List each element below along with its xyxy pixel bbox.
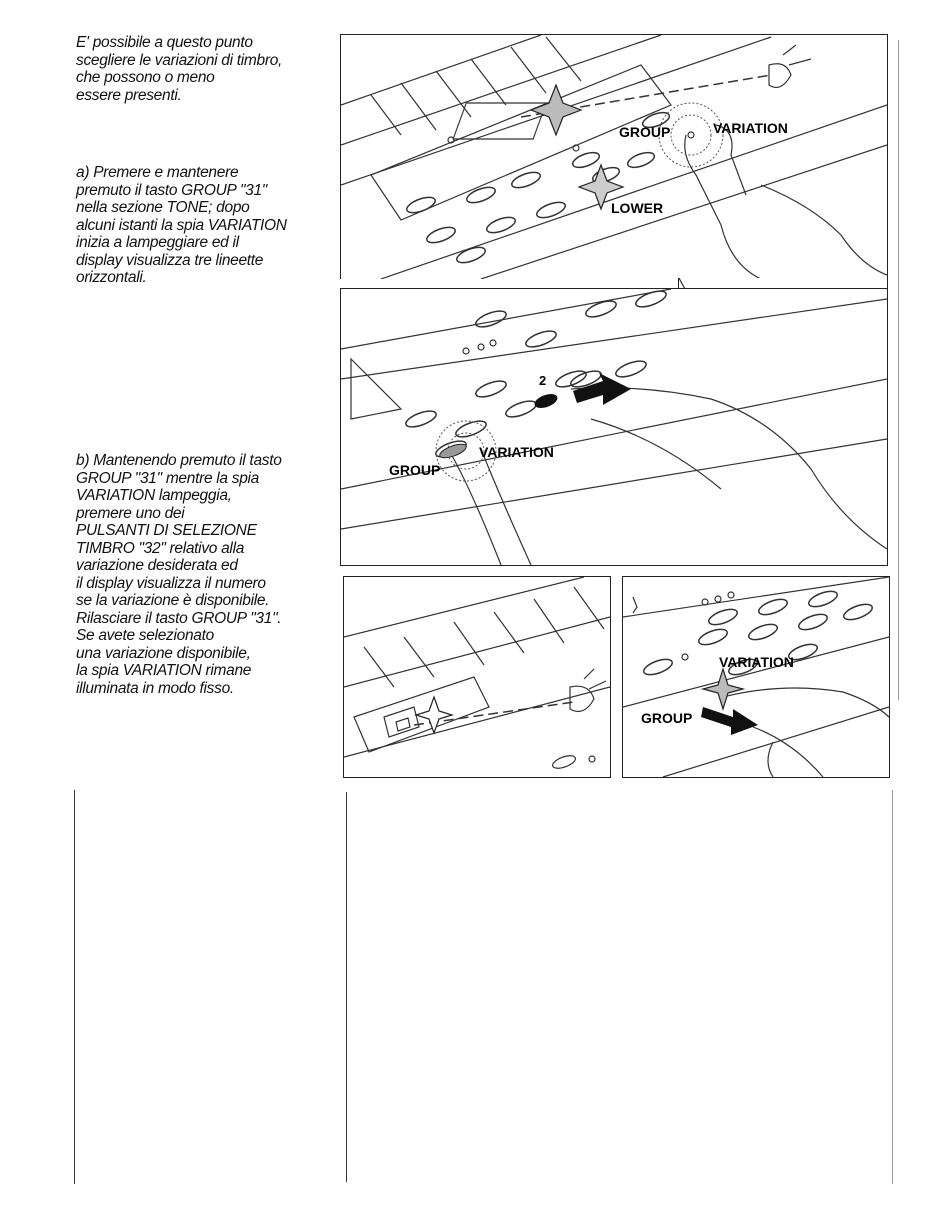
fig1-lower-label: LOWER [611, 200, 664, 216]
right-vertical-rule [898, 40, 899, 700]
illustration-release-group [622, 576, 890, 778]
keyboard-panel-drawing-4 [623, 577, 889, 777]
step-a-paragraph [76, 164, 338, 287]
illustration-group-press [340, 34, 888, 279]
left-vertical-rule [74, 790, 75, 1184]
display-drawing [344, 577, 610, 777]
fig1-variation-label: VARIATION [713, 120, 788, 136]
middle-vertical-rule [346, 792, 347, 1182]
keyboard-panel-drawing-1 [341, 35, 887, 279]
step-b-text: b) Mantenendo premuto il tasto GROUP "31" mentre la spia VARIATION lampeggia, premere uno dei PULSANTI DI SELEZIONE TIMBRO "32" relativo alla variazione desiderata ed il display visualizza il numero se la variazione è disponibile. Rilasciare il tasto GROUP "31". Se avete selezionato una variazione disponibile, la spia VARIATION rimane illuminata in modo fisso. [76, 452, 282, 697]
intro-text: E' possibile a questo punto scegliere le variazioni di timbro, che possono o meno essere presenti. [76, 34, 283, 104]
illustration-select-variation [340, 288, 888, 566]
step-b-paragraph [76, 452, 338, 697]
fig2-button-number: 2 [539, 373, 547, 388]
illustration-display-check [343, 576, 611, 778]
fig4-variation-label: VARIATION [719, 654, 794, 670]
fig2-group-label: GROUP [389, 462, 441, 478]
fig4-group-label: GROUP [641, 710, 693, 726]
keyboard-panel-drawing-2 [341, 289, 887, 565]
fig1-group-label: GROUP [619, 124, 671, 140]
fig2-variation-label: VARIATION [479, 444, 554, 460]
intro-paragraph [76, 34, 338, 104]
step-a-text: a) Premere e mantenere premuto il tasto GROUP "31" nella sezione TONE; dopo alcuni istanti la spia VARIATION inizia a lampeggiare ed il display visualizza tre lineette orizzontali. [76, 164, 287, 286]
right-vertical-rule-bottom [892, 790, 893, 1184]
